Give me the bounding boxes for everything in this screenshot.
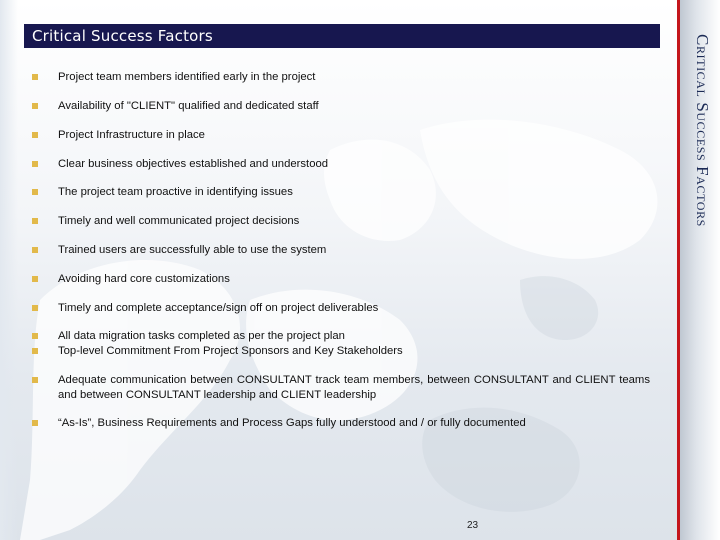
list-item-text: Top-level Commitment From Project Sponsors and Key Stakeholders — [58, 345, 403, 357]
list-item-text: The project team proactive in identifying issues — [58, 186, 293, 198]
square-bullet-icon — [32, 276, 38, 282]
page-number: 23 — [467, 520, 479, 531]
square-bullet-icon — [32, 103, 38, 109]
square-bullet-icon — [32, 348, 38, 354]
list-item-text: Timely and complete acceptance/sign off on project deliverables — [58, 302, 379, 314]
slide-title: Critical Success Factors — [32, 27, 213, 45]
square-bullet-icon — [32, 377, 38, 383]
list-item-text: Project Infrastructure in place — [58, 129, 205, 141]
list-item-text: Trained users are successfully able to use the system — [58, 244, 327, 256]
square-bullet-icon — [32, 333, 38, 339]
list-item-text: Avoiding hard core customizations — [58, 273, 230, 285]
square-bullet-icon — [32, 189, 38, 195]
square-bullet-icon — [32, 218, 38, 224]
list-item-text: Availability of "CLIENT" qualified and dedicated staff — [58, 100, 319, 112]
list-item-text: Clear business objectives established and understood — [58, 158, 329, 170]
square-bullet-icon — [32, 161, 38, 167]
list-item-text: Project team members identified early in the project — [58, 71, 316, 83]
square-bullet-icon — [32, 420, 38, 426]
list-item-text: “As-Is”, Business Requirements and Process Gaps fully understood and / or fully documented — [58, 417, 526, 429]
list-item-text: Adequate communication between CONSULTANT track team members, between CONSULTANT and CLIENT teams and between CONSULTANT leadership and CLIENT leadership — [58, 374, 650, 401]
square-bullet-icon — [32, 305, 38, 311]
square-bullet-icon — [32, 132, 38, 138]
vertical-side-title: Critical Success Factors — [693, 34, 712, 227]
square-bullet-icon — [32, 74, 38, 80]
list-item-text: Timely and well communicated project decisions — [58, 215, 300, 227]
list-item-text: All data migration tasks completed as per the project plan — [58, 330, 345, 342]
square-bullet-icon — [32, 247, 38, 253]
